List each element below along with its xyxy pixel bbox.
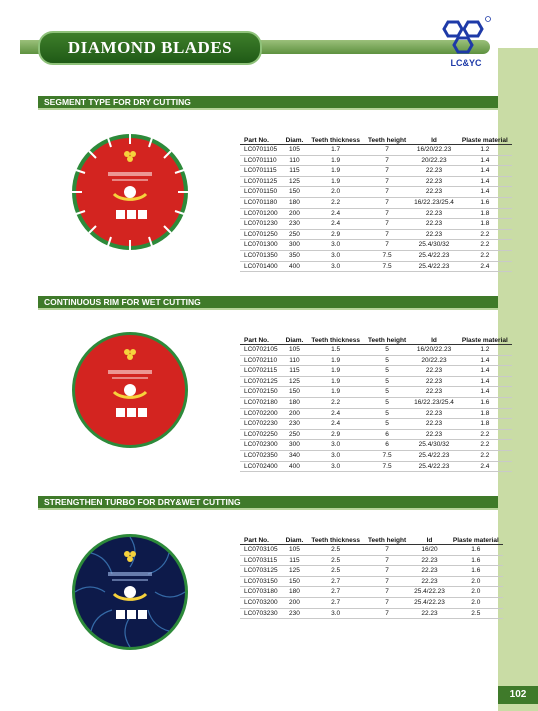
table-cell: 250 <box>282 429 308 440</box>
table-cell: 200 <box>282 408 308 419</box>
table-row <box>240 440 512 451</box>
table-cell: LC0702300 <box>240 440 282 451</box>
table-row <box>240 366 512 377</box>
table-cell: 110 <box>282 355 308 366</box>
table-cell: 1.7 <box>307 145 364 156</box>
table-cell: 22.23 <box>410 566 449 577</box>
table-cell: 5 <box>364 355 410 366</box>
table-cell: 2.7 <box>307 576 364 587</box>
table-row <box>240 261 512 272</box>
table-cell: LC0702125 <box>240 376 282 387</box>
table-cell: 5 <box>364 387 410 398</box>
table-cell: 20/22.23 <box>410 355 458 366</box>
table-cell: 16/22.23/25.4 <box>410 397 458 408</box>
table-cell: LC0702230 <box>240 419 282 430</box>
table-cell: 1.2 <box>458 345 512 356</box>
table-row <box>240 166 512 177</box>
table-cell: 2.2 <box>458 429 512 440</box>
table-cell: 200 <box>282 208 308 219</box>
table-cell: 6 <box>364 440 410 451</box>
table-row <box>240 219 512 230</box>
table-cell: 25.4/30/32 <box>410 440 458 451</box>
table-cell: 22.23 <box>410 576 449 587</box>
table-cell: LC0703230 <box>240 608 282 619</box>
table-cell: 180 <box>282 197 308 208</box>
table-cell: 105 <box>282 345 308 356</box>
table-cell: 105 <box>282 545 308 556</box>
table-cell: 22.23 <box>410 429 458 440</box>
table-cell: 1.4 <box>458 166 512 177</box>
table-cell: 350 <box>282 250 308 261</box>
table-cell: 2.4 <box>307 419 364 430</box>
table-cell: LC0701180 <box>240 197 282 208</box>
table-cell: LC0701200 <box>240 208 282 219</box>
table-cell: 300 <box>282 440 308 451</box>
table-row <box>240 566 503 577</box>
table-cell: 105 <box>282 145 308 156</box>
table-cell: 3.0 <box>307 240 364 251</box>
table-cell: LC0703200 <box>240 597 282 608</box>
table-cell: LC0701230 <box>240 219 282 230</box>
table-cell: 5 <box>364 376 410 387</box>
table-cell: 1.9 <box>307 166 364 177</box>
section-title-segment: SEGMENT TYPE FOR DRY CUTTING <box>38 96 498 108</box>
page-title: DIAMOND BLADES <box>38 31 262 65</box>
table-row <box>240 345 512 356</box>
table-cell: 300 <box>282 240 308 251</box>
table-cell: 7.5 <box>364 450 410 461</box>
table-cell: 1.8 <box>458 219 512 230</box>
table-row <box>240 608 503 619</box>
table-cell: 2.9 <box>307 229 364 240</box>
table-cell: 22.23 <box>410 419 458 430</box>
table-cell: 2.5 <box>307 545 364 556</box>
table-row <box>240 461 512 472</box>
table-cell: 1.4 <box>458 366 512 377</box>
table-cell: 2.2 <box>458 450 512 461</box>
table-cell: 2.2 <box>458 240 512 251</box>
table-cell: 400 <box>282 261 308 272</box>
table-cell: 22.23 <box>410 555 449 566</box>
table-cell: 1.4 <box>458 176 512 187</box>
table-cell: 7 <box>364 597 410 608</box>
table-cell: 1.8 <box>458 208 512 219</box>
table-cell: 150 <box>282 387 308 398</box>
table-cell: 1.8 <box>458 419 512 430</box>
table-row <box>240 545 503 556</box>
table-cell: 2.4 <box>458 461 512 472</box>
table-cell: 7 <box>364 576 410 587</box>
table-cell: 1.4 <box>458 387 512 398</box>
table-cell: 2.4 <box>307 208 364 219</box>
table-cell: 1.9 <box>307 155 364 166</box>
table-cell: LC0703125 <box>240 566 282 577</box>
table-cell: LC0701150 <box>240 187 282 198</box>
table-cell: 7.5 <box>364 250 410 261</box>
table-cell: 20/22.23 <box>410 155 458 166</box>
table-cell: 7 <box>364 566 410 577</box>
table-cell: 7 <box>364 145 410 156</box>
table-cell: LC0701110 <box>240 155 282 166</box>
section-title-turbo: STRENGTHEN TURBO FOR DRY&WET CUTTING <box>38 496 498 508</box>
table-cell: LC0702200 <box>240 408 282 419</box>
table-cell: 22.23 <box>410 387 458 398</box>
table-row <box>240 250 512 261</box>
table-cell: LC0702115 <box>240 366 282 377</box>
table-cell: LC0702350 <box>240 450 282 461</box>
table-cell: 16/20 <box>410 545 449 556</box>
table-cell: 230 <box>282 219 308 230</box>
table-cell: 1.4 <box>458 155 512 166</box>
table-row <box>240 387 512 398</box>
table-cell: 2.2 <box>458 250 512 261</box>
table-cell: 1.6 <box>458 197 512 208</box>
table-cell: 1.9 <box>307 366 364 377</box>
table-cell: 6 <box>364 429 410 440</box>
table-cell: LC0702400 <box>240 461 282 472</box>
table-cell: 2.5 <box>307 555 364 566</box>
table-cell: LC0701400 <box>240 261 282 272</box>
table-cell: 250 <box>282 229 308 240</box>
table-cell: 2.0 <box>307 187 364 198</box>
table-cell: 150 <box>282 187 308 198</box>
table-cell: 125 <box>282 376 308 387</box>
table-cell: LC0702105 <box>240 345 282 356</box>
table-cell: LC0701300 <box>240 240 282 251</box>
table-cell: 1.4 <box>458 187 512 198</box>
table-cell: 5 <box>364 345 410 356</box>
continuous-spec-table: Part No. Diam. Teeth thickness Teeth height Id Plaste material LC0702105 105 1.5 5 16/20/22.23 1.2 LC0702110 110 1.9 5 20/22.23 1.4 LC0702115 115 1.9 5 22.23 1.4 LC0702125 125 1.9 5 22.23 1.4 LC0702150 150 1.9 5 22.23 1.4 LC0702180 180 2.2 5 16/22.23/25.4 1.6 LC0702200 200 2.4 5 22.23 1.8 LC0702230 230 2.4 5 22.23 1.8 LC0702250 250 2.9 6 22.23 2.2 LC0702300 300 3.0 6 25.4/30/32 2.2 LC0702350 340 3.0 7.5 25.4/22.23 2.2 LC0702400 400 3.0 7.5 25.4/22.23 2.4 <box>240 326 512 472</box>
table-cell: 2.0 <box>449 597 503 608</box>
table-cell: 25.4/22.23 <box>410 261 458 272</box>
table-cell: 22.23 <box>410 176 458 187</box>
table-cell: 2.2 <box>458 229 512 240</box>
table-cell: 25.4/22.23 <box>410 250 458 261</box>
table-cell: 180 <box>282 587 308 598</box>
table-cell: 1.6 <box>449 555 503 566</box>
table-cell: 1.2 <box>458 145 512 156</box>
table-cell: 115 <box>282 366 308 377</box>
table-cell: 110 <box>282 155 308 166</box>
table-cell: 180 <box>282 397 308 408</box>
table-cell: 5 <box>364 419 410 430</box>
table-cell: 22.23 <box>410 187 458 198</box>
table-cell: LC0702110 <box>240 355 282 366</box>
table-cell: LC0701105 <box>240 145 282 156</box>
table-row <box>240 576 503 587</box>
table-cell: 22.23 <box>410 166 458 177</box>
table-cell: 5 <box>364 366 410 377</box>
table-row <box>240 240 512 251</box>
turbo-blade-image <box>70 532 190 652</box>
table-cell: 2.2 <box>307 197 364 208</box>
table-cell: 2.2 <box>307 397 364 408</box>
brand-logo-text: LC&YC <box>450 58 482 68</box>
table-cell: 25.4/22.23 <box>410 587 449 598</box>
table-row <box>240 587 503 598</box>
table-row <box>240 197 512 208</box>
table-cell: 2.0 <box>449 576 503 587</box>
table-cell: 150 <box>282 576 308 587</box>
table-cell: 1.6 <box>458 397 512 408</box>
table-cell: LC0703180 <box>240 587 282 598</box>
table-cell: 3.0 <box>307 450 364 461</box>
table-row <box>240 187 512 198</box>
table-cell: 2.9 <box>307 429 364 440</box>
table-cell: 2.4 <box>307 219 364 230</box>
table-cell: 16/20/22.23 <box>410 145 458 156</box>
table-cell: 2.5 <box>307 566 364 577</box>
segment-blade-image <box>70 132 190 252</box>
table-cell: 3.0 <box>307 608 364 619</box>
table-cell: 7 <box>364 166 410 177</box>
table-cell: 1.6 <box>449 545 503 556</box>
table-cell: 2.2 <box>458 440 512 451</box>
table-cell: 7 <box>364 240 410 251</box>
table-cell: 3.0 <box>307 461 364 472</box>
table-cell: 7.5 <box>364 461 410 472</box>
table-cell: 5 <box>364 397 410 408</box>
table-cell: 7 <box>364 545 410 556</box>
table-cell: 1.5 <box>307 345 364 356</box>
table-cell: 2.5 <box>449 608 503 619</box>
table-cell: 115 <box>282 166 308 177</box>
page-number: 102 <box>498 686 538 704</box>
table-row <box>240 176 512 187</box>
table-cell: 2.7 <box>307 587 364 598</box>
table-row <box>240 155 512 166</box>
table-cell: 1.4 <box>458 355 512 366</box>
table-cell: 25.4/22.23 <box>410 461 458 472</box>
segment-spec-table: Part No. Diam. Teeth thickness Teeth height Id Plaste material LC0701105 105 1.7 7 16/20/22.23 1.2 LC0701110 110 1.9 7 20/22.23 1.4 LC0701115 115 1.9 7 22.23 1.4 LC0701125 125 1.9 7 22.23 1.4 LC0701150 150 2.0 7 22.23 1.4 LC0701180 180 2.2 7 16/22.23/25.4 1.6 LC0701200 200 2.4 7 22.23 1.8 LC0701230 230 2.4 7 22.23 1.8 LC0701250 250 2.9 7 22.23 2.2 LC0701300 300 3.0 7 25.4/30/32 2.2 LC0701350 350 3.0 7.5 25.4/22.23 2.2 LC0701400 400 3.0 7.5 25.4/22.23 2.4 <box>240 126 512 272</box>
table-cell: LC0701350 <box>240 250 282 261</box>
table-cell: 3.0 <box>307 250 364 261</box>
table-row <box>240 376 512 387</box>
table-cell: 7 <box>364 555 410 566</box>
table-cell: 7 <box>364 187 410 198</box>
table-row <box>240 429 512 440</box>
table-cell: LC0701250 <box>240 229 282 240</box>
table-cell: 22.23 <box>410 208 458 219</box>
table-cell: 1.6 <box>449 566 503 577</box>
table-cell: 22.23 <box>410 608 449 619</box>
table-cell: 115 <box>282 555 308 566</box>
table-row <box>240 397 512 408</box>
table-cell: 125 <box>282 176 308 187</box>
turbo-spec-table: Part No. Diam. Teeth thickness Teeth height Id Plaste material LC0703105 105 2.5 7 16/20 1.6 LC0703115 115 2.5 7 22.23 1.6 LC0703125 125 2.5 7 22.23 1.6 LC0703150 150 2.7 7 22.23 2.0 LC0703180 180 2.7 7 25.4/22.23 2.0 LC0703200 200 2.7 7 25.4/22.23 2.0 LC0703230 230 3.0 7 22.23 2.5 <box>240 526 503 619</box>
table-cell: 5 <box>364 408 410 419</box>
table-cell: 16/20/22.23 <box>410 345 458 356</box>
table-cell: 340 <box>282 450 308 461</box>
table-cell: 1.9 <box>307 387 364 398</box>
table-cell: LC0703115 <box>240 555 282 566</box>
table-cell: 230 <box>282 419 308 430</box>
table-cell: 400 <box>282 461 308 472</box>
table-cell: 230 <box>282 608 308 619</box>
table-cell: LC0702250 <box>240 429 282 440</box>
table-cell: 3.0 <box>307 440 364 451</box>
table-cell: LC0703105 <box>240 545 282 556</box>
table-cell: LC0703150 <box>240 576 282 587</box>
section-title-continuous: CONTINUOUS RIM FOR WET CUTTING <box>38 296 498 308</box>
table-cell: 16/22.23/25.4 <box>410 197 458 208</box>
table-cell: 1.9 <box>307 376 364 387</box>
table-cell: 3.0 <box>307 261 364 272</box>
table-cell: 2.7 <box>307 597 364 608</box>
table-row <box>240 229 512 240</box>
table-row <box>240 208 512 219</box>
table-cell: 7 <box>364 208 410 219</box>
table-cell: 7 <box>364 197 410 208</box>
table-cell: 125 <box>282 566 308 577</box>
table-cell: 22.23 <box>410 376 458 387</box>
table-row <box>240 408 512 419</box>
table-cell: 25.4/22.23 <box>410 597 449 608</box>
table-cell: 7.5 <box>364 261 410 272</box>
table-row <box>240 450 512 461</box>
table-cell: 7 <box>364 587 410 598</box>
table-cell: 1.9 <box>307 176 364 187</box>
table-cell: 2.4 <box>458 261 512 272</box>
table-row <box>240 597 503 608</box>
table-cell: 7 <box>364 155 410 166</box>
table-cell: 22.23 <box>410 408 458 419</box>
table-cell: 25.4/22.23 <box>410 450 458 461</box>
table-cell: 7 <box>364 229 410 240</box>
table-cell: 2.0 <box>449 587 503 598</box>
table-cell: LC0701115 <box>240 166 282 177</box>
table-cell: LC0702180 <box>240 397 282 408</box>
table-cell: LC0701125 <box>240 176 282 187</box>
table-cell: 22.23 <box>410 366 458 377</box>
table-cell: LC0702150 <box>240 387 282 398</box>
table-cell: 7 <box>364 176 410 187</box>
table-cell: 22.23 <box>410 229 458 240</box>
table-row <box>240 355 512 366</box>
table-row <box>240 555 503 566</box>
table-cell: 7 <box>364 219 410 230</box>
table-row <box>240 145 512 156</box>
table-cell: 1.9 <box>307 355 364 366</box>
table-cell: 22.23 <box>410 219 458 230</box>
table-row <box>240 419 512 430</box>
continuous-blade-image <box>70 330 190 450</box>
table-cell: 7 <box>364 608 410 619</box>
table-cell: 25.4/30/32 <box>410 240 458 251</box>
table-cell: 1.8 <box>458 408 512 419</box>
table-cell: 2.4 <box>307 408 364 419</box>
table-cell: 1.4 <box>458 376 512 387</box>
table-cell: 200 <box>282 597 308 608</box>
